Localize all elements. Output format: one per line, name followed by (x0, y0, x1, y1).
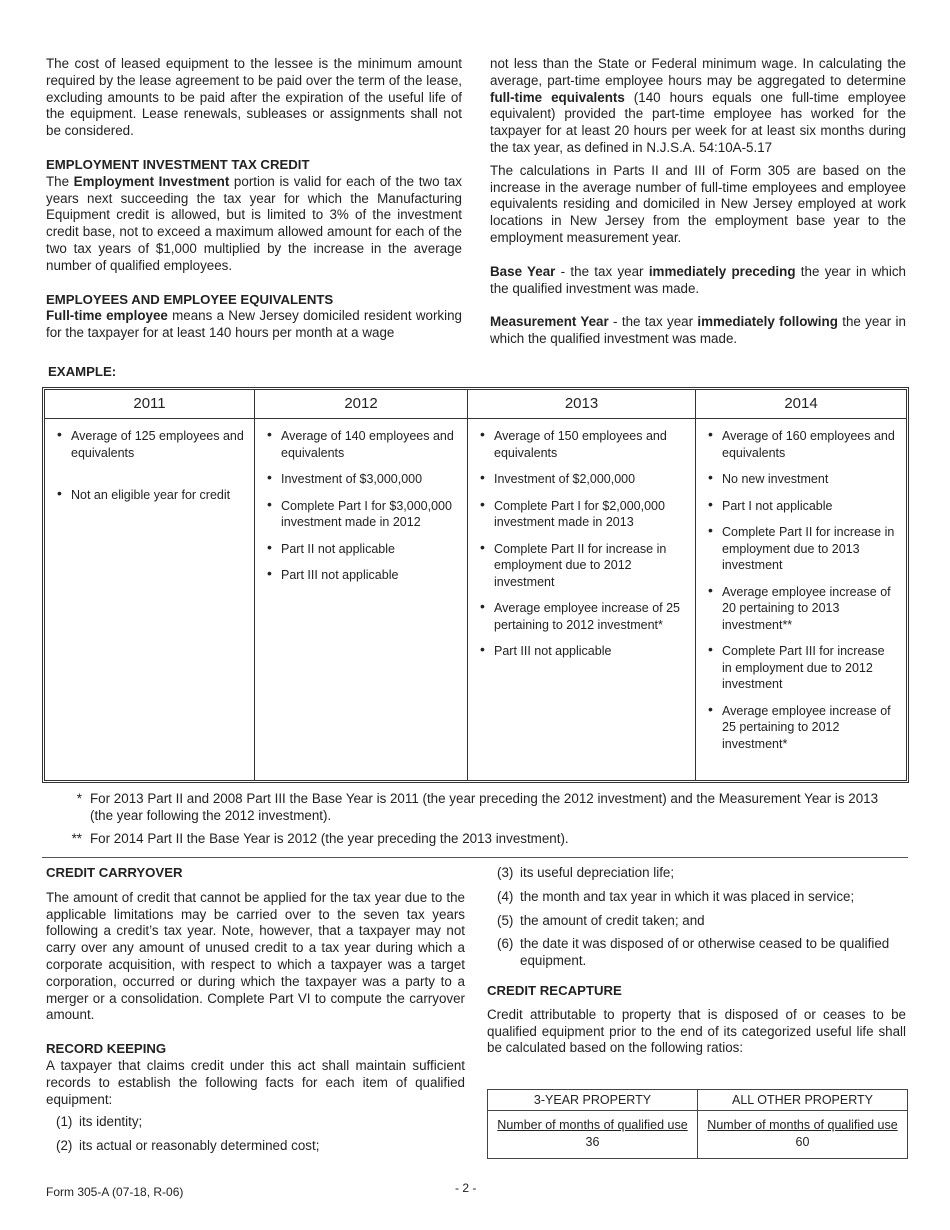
list-item: • Complete Part II for increase in employment due to 2012 investment (494, 541, 685, 591)
left-top-column (46, 56, 462, 342)
column-year: 2014 (696, 390, 906, 419)
list-item: • Average employee increase of 25 pertaining to 2012 investment* (722, 703, 896, 753)
list-item: • Not an eligible year for credit (71, 487, 244, 504)
list-item: • Average employee increase of 20 pertaining to 2013 investment** (722, 584, 896, 634)
footnote-2 (56, 831, 888, 848)
footnote-marker: * (76, 791, 82, 806)
page-number: - 2 - (455, 1181, 477, 1195)
leased-equipment-paragraph: The cost of leased equipment to the lessee is the minimum amount required by the lease agreement to be paid over the term of the lease, excluding amounts to be paid after the expiration of the useful life of the equipment. Lease renewals, subleases or assignments shall not be considered. (46, 56, 462, 139)
list-item: • Investment of $3,000,000 (281, 471, 457, 488)
example-column-2013 (467, 390, 695, 780)
example-column-2011 (45, 390, 254, 780)
record-keeping-paragraph: A taxpayer that claims credit under this act shall maintain sufficient records to establish the following facts for each item of qualified equipment: (46, 1057, 465, 1107)
ratio-numerator: Number of months of qualified use (707, 1118, 898, 1132)
list-item: • Complete Part II for increase in employment due to 2013 investment (722, 524, 896, 574)
eitc-paragraph: The Employment Investment portion is valid for each of the two tax years next succeeding the tax year for which the Manufacturing Equipment credit is allowed, but is limited to 3% of the investment credit base, not to exceed a maximum allowed amount for each of the two tax years of $1,000 multiplied by the increase in the average number of qualified employees. (46, 173, 462, 273)
footnote-text: For 2013 Part II and 2008 Part III the Base Year is 2011 (the year preceding the 2012 investment) and the Measurement Year is 2013 (the year following the 2012 investment). (90, 791, 879, 823)
list-item: • Average of 125 employees and equivalents (71, 428, 244, 461)
left-bottom-column (46, 865, 465, 1162)
form-id: Form 305-A (07-18, R-06) (46, 1185, 184, 1199)
list-item: • Investment of $2,000,000 (494, 471, 685, 488)
carryover-paragraph: The amount of credit that cannot be applied for the tax year due to the applicable limitations may be carried over to the seven tax years following a credit’s tax year. Note, however, that a taxpayer may not carry over any amount of unused credit to a tax year during which a corporate acquisition, with respect to which a taxpayer was a target corporation, occurred or during which the taxpayer was a party to a merger or a consolidation. Complete Part VI to compute the carryover amount. (46, 889, 465, 1023)
employees-heading: EMPLOYEES AND EMPLOYEE EQUIVALENTS (46, 291, 334, 307)
base-year-definition: Base Year - the tax year immediately preceding the year in which the qualified investment was made. (490, 263, 906, 296)
ratio-column-other (698, 1090, 907, 1158)
full-time-employee-paragraph: Full-time employee means a New Jersey domiciled resident working for the taxpayer for at least 140 hours per month at a wage (46, 308, 462, 341)
list-item: • Part II not applicable (281, 541, 457, 558)
column-year: 2011 (45, 390, 254, 419)
footnote-text: For 2014 Part II the Base Year is 2012 (the year preceding the 2013 investment). (90, 831, 569, 846)
carryover-heading: CREDIT CARRYOVER (46, 865, 183, 880)
list-item: • Average of 140 employees and equivalents (281, 428, 457, 461)
measurement-year-definition: Measurement Year - the tax year immediately following the year in which the qualified investment was made. (490, 314, 906, 347)
footnote-1 (56, 791, 888, 824)
example-column-2014 (695, 390, 906, 780)
calculations-paragraph: The calculations in Parts II and III of Form 305 are based on the increase in the average number of full-time employees and employee equivalents residing and domiciled in New Jersey employed at work locations in New Jersey from the employment base year to the employment measurement year. (490, 162, 906, 245)
list-item: (3) its useful depreciation life; (497, 865, 675, 880)
right-top-column (490, 56, 906, 348)
list-item: (1) its identity; (56, 1114, 143, 1130)
column-year: 2012 (255, 390, 467, 419)
ratio-header: 3-YEAR PROPERTY (488, 1090, 697, 1111)
list-item: • Complete Part III for increase in employment due to 2012 investment (722, 643, 896, 693)
footnote-marker: ** (71, 831, 82, 846)
section-divider (42, 857, 908, 858)
example-column-2012 (254, 390, 467, 780)
recapture-heading: CREDIT RECAPTURE (487, 982, 622, 998)
list-item: • Part III not applicable (494, 643, 685, 660)
example-label: EXAMPLE: (48, 364, 117, 379)
right-bottom-column (487, 865, 906, 1057)
column-year: 2013 (468, 390, 695, 419)
list-item: • Part III not applicable (281, 567, 457, 584)
eitc-heading: EMPLOYMENT INVESTMENT TAX CREDIT (46, 156, 310, 172)
list-item: • Complete Part I for $2,000,000 investment made in 2013 (494, 498, 685, 531)
ratio-denominator: 60 (795, 1135, 810, 1149)
recapture-paragraph: Credit attributable to property that is disposed of or ceases to be qualified equipment prior to the end of its categorized useful life shall be calculated based on the following ratios: (487, 1006, 906, 1056)
ratio-header: ALL OTHER PROPERTY (698, 1090, 907, 1111)
list-item: (5) the amount of credit taken; and (497, 912, 705, 928)
recapture-ratio-table (487, 1089, 908, 1159)
ratio-numerator: Number of months of qualified use (497, 1118, 688, 1132)
list-item: • Part I not applicable (722, 498, 896, 515)
ratio-column-3-year (488, 1090, 698, 1158)
ratio-denominator: 36 (585, 1135, 600, 1149)
full-time-equivalents-paragraph: not less than the State or Federal minimum wage. In calculating the average, part-time employee hours may be aggregated to determine full-time equivalents (140 hours equals one full-time employee equivalent) provided the part-time employee has worked for the taxpayer for at least 20 hours per week for at least six months during the tax year, as defined in N.J.S.A. 54:10A-5.17 (490, 56, 906, 155)
list-item: (2) its actual or reasonably determined cost; (56, 1138, 320, 1154)
example-table (42, 387, 909, 783)
list-item: • Average employee increase of 25 pertaining to 2012 investment* (494, 600, 685, 633)
list-item: (6) the date it was disposed of or otherwise ceased to be qualified equipment. (497, 936, 890, 969)
record-keeping-heading: RECORD KEEPING (46, 1041, 167, 1057)
list-item: (4) the month and tax year in which it was placed in service; (497, 888, 855, 904)
list-item: • Average of 160 employees and equivalents (722, 428, 896, 461)
list-item: • Average of 150 employees and equivalents (494, 428, 685, 461)
list-item: • Complete Part I for $3,000,000 investment made in 2012 (281, 498, 457, 531)
list-item: • No new investment (722, 471, 896, 488)
